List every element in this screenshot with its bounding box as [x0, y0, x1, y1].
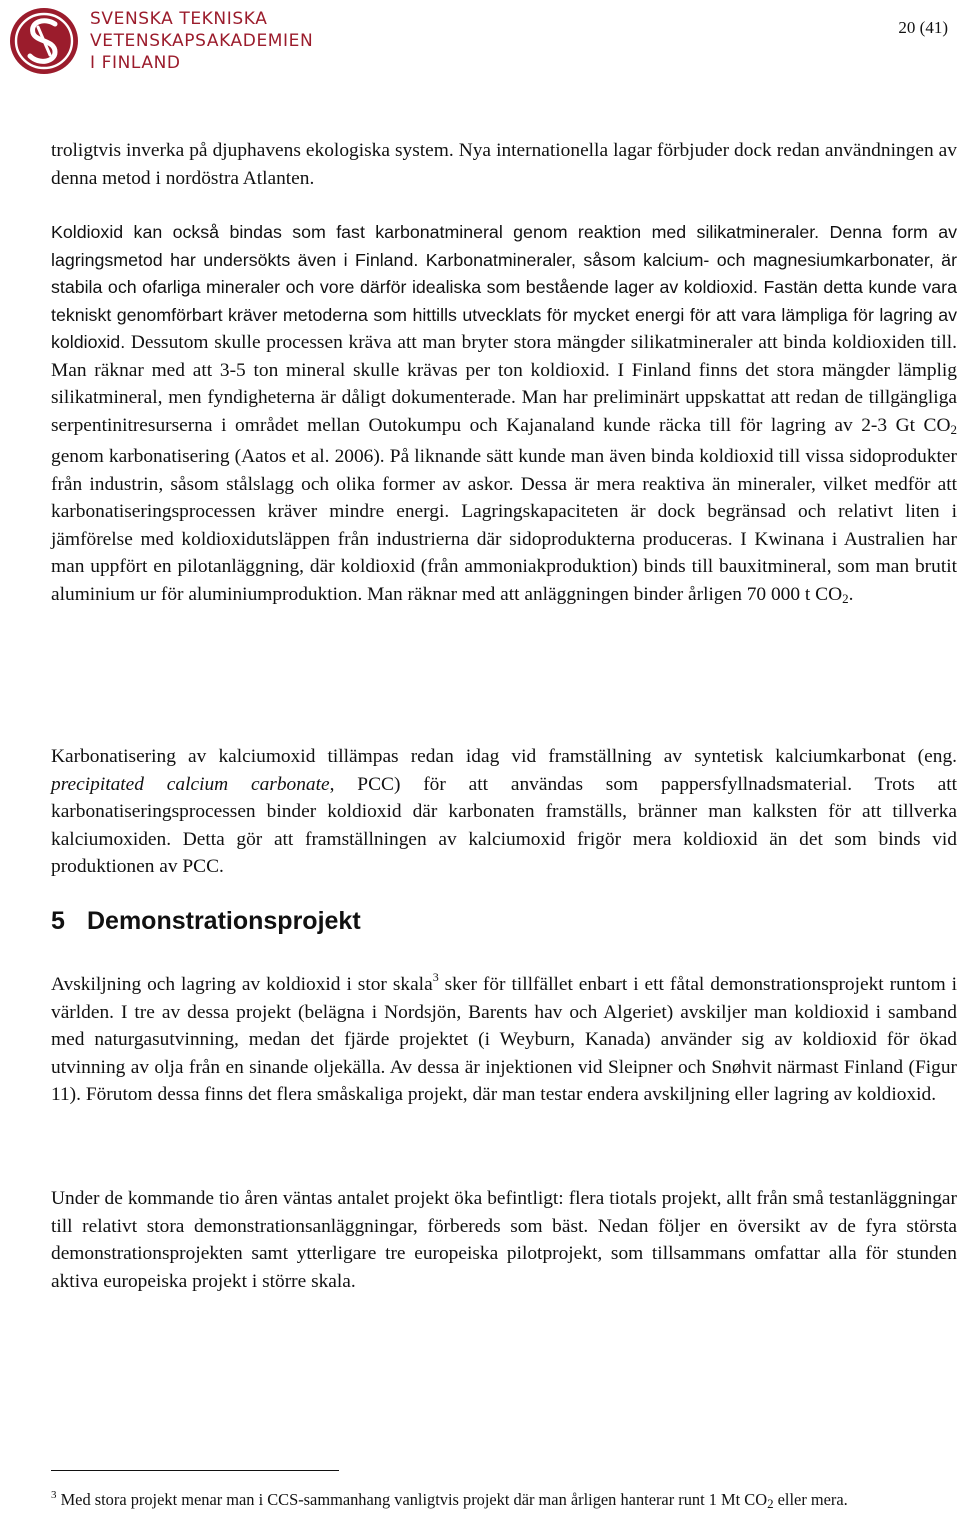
paragraph-3-text-a: Karbonatisering av kalciumoxid tillämpas redan idag vid framställning av syntetisk kalciumkarbonat (eng. [51, 746, 957, 767]
footnote-tail: eller mera. [773, 1490, 848, 1509]
paragraph-5: Under de kommande tio åren väntas antalet projekt öka befintligt: flera tiotals projekt, allt från små testanläggningar till relativt stora demonstrationsanläggningar, förbereds som bäst. Nedan följer en översikt av de fyra största demonstrationsprojekten samt ytterligare tre europeiska pilotprojekt, som tillsammans omfattar alla för stunden aktiva europeiska projekt i större skala. [51, 1188, 957, 1292]
footnote-reference: 3 [432, 970, 439, 984]
paragraph-3-italic-term: precipitated calcium carbonate [51, 773, 330, 795]
section-number: 5 [51, 907, 65, 935]
paragraph-2-sans-run: Koldioxid kan också bindas som fast karbonatmineral genom reaktion med silikatmineraler. Denna form av lagringsmetod har undersökts även i Finland. Karbonatmineraler, såsom kalcium- och magnesiumkarbonater, är stabila och ofarliga mineraler och vore därför idealiska som bestående lager av koldioxid. Fastän detta kunde vara tekniskt genomförbart kräver metoderna som hittills utvecklats för mycket energi för att vara lämpliga för lagring av koldioxid. [51, 222, 957, 352]
footnote-text: Med stora projekt menar man i CCS-sammanhang vanligtvis projekt där man årligen hanterar runt 1 Mt CO [56, 1490, 768, 1509]
paragraph-2-text-c: genom karbonatisering (Aatos et al. 2006). På liknande sätt kunde man även binda koldioxid till vissa sidoprodukter från industrin, såsom stålslagg och olika former av askor. Dessa är mera reaktiva än mineraler, vilket medför att karbonatiseringsprocessen kräver mindre energi. Lagringskapaciteten är dock begränsad och relativt liten i jämförelse med koldioxidutsläppen från industrierna där sidoprodukterna produceras. I Kwinana i Australien har man uppfört en pilotanläggning, där koldioxid (från ammoniakproduktion) binds till bauxitmineral, som man brutit aluminium ur för aluminiumproduktion. Man räknar med att anläggningen binder årligen 70 000 t CO [51, 446, 957, 605]
academy-logo [8, 6, 314, 76]
paragraph-3-text-b: , PCC) för att användas som pappersfyllnadsmaterial. Trots att karbonatiseringsprocessen binder koldioxid där karbonaten framställs, bränner man kalksten för att tillverka kalciumoxiden. Detta gör att framställningen av kalciumoxid frigör mera koldioxid än det som binds vid produktionen av PCC. [51, 773, 957, 877]
paragraph-4 [51, 964, 957, 1109]
logo-line-1: SVENSKA TEKNISKA [90, 9, 268, 29]
paragraph-1: troligtvis inverka på djuphavens ekologiska system. Nya internationella lagar förbjuder dock redan användningen av denna metod i nordöstra Atlanten. [51, 140, 957, 189]
footnote [51, 1484, 957, 1515]
section-heading [51, 903, 361, 939]
paragraph-4-text-b: sker för tillfället enbart i ett fåtal demonstrationsprojekt runtom i världen. I tre av dessa projekt (belägna i Nordsjön, Barents hav och Algeriet) avskiljer man koldioxid i samband med naturgasutvinning, medan det fjärde projektet (i Weyburn, Kanada) använder sig av koldioxid för ökad utvinning av olja från en sinande oljekälla. Av dessa är injektionen vid Sleipner och Snøhvit närmast Finland (Figur 11). Förutom dessa finns det flera småskaliga projekt, där man testar endera avskiljning eller lagring av koldioxid. [51, 974, 957, 1105]
paragraph-2-text-d: . [848, 583, 854, 605]
footnote-mark: 3 [51, 1489, 57, 1501]
logo-line-2: VETENSKAPSAKADEMIEN [90, 31, 314, 51]
footnote-divider [51, 1470, 339, 1471]
paragraph-3 [51, 743, 957, 881]
page-number: 20 (41) [898, 18, 948, 37]
paragraph-2 [51, 219, 957, 612]
section-title: Demonstrationsprojekt [87, 907, 361, 935]
logo-line-3: I FINLAND [90, 53, 181, 73]
co2-subscript: 2 [767, 1496, 774, 1511]
academy-monogram-seal-icon [8, 6, 80, 76]
paragraph-2-text-b: Dessutom skulle processen kräva att man bryter stora mängder silikatmineraler att binda koldioxiden till. Man räknar med att 3-5 ton mineral skulle krävas per ton koldioxid. I Finland finns det stora mängder lämplig silikatmineral, men fyndigheterna är dåligt dokumenterade. Man har preliminärt uppskattat att redan de tillgängliga serpentinitresurserna i området mellan Outokumpu och Kajanaland kunde räcka till för lagring av 2-3 Gt CO [51, 332, 957, 436]
logo-text [90, 8, 313, 74]
co2-subscript: 2 [842, 590, 849, 606]
paragraph-4-text-a: Avskiljning och lagring av koldioxid i stor skala [51, 974, 433, 995]
co2-subscript: 2 [950, 421, 957, 437]
